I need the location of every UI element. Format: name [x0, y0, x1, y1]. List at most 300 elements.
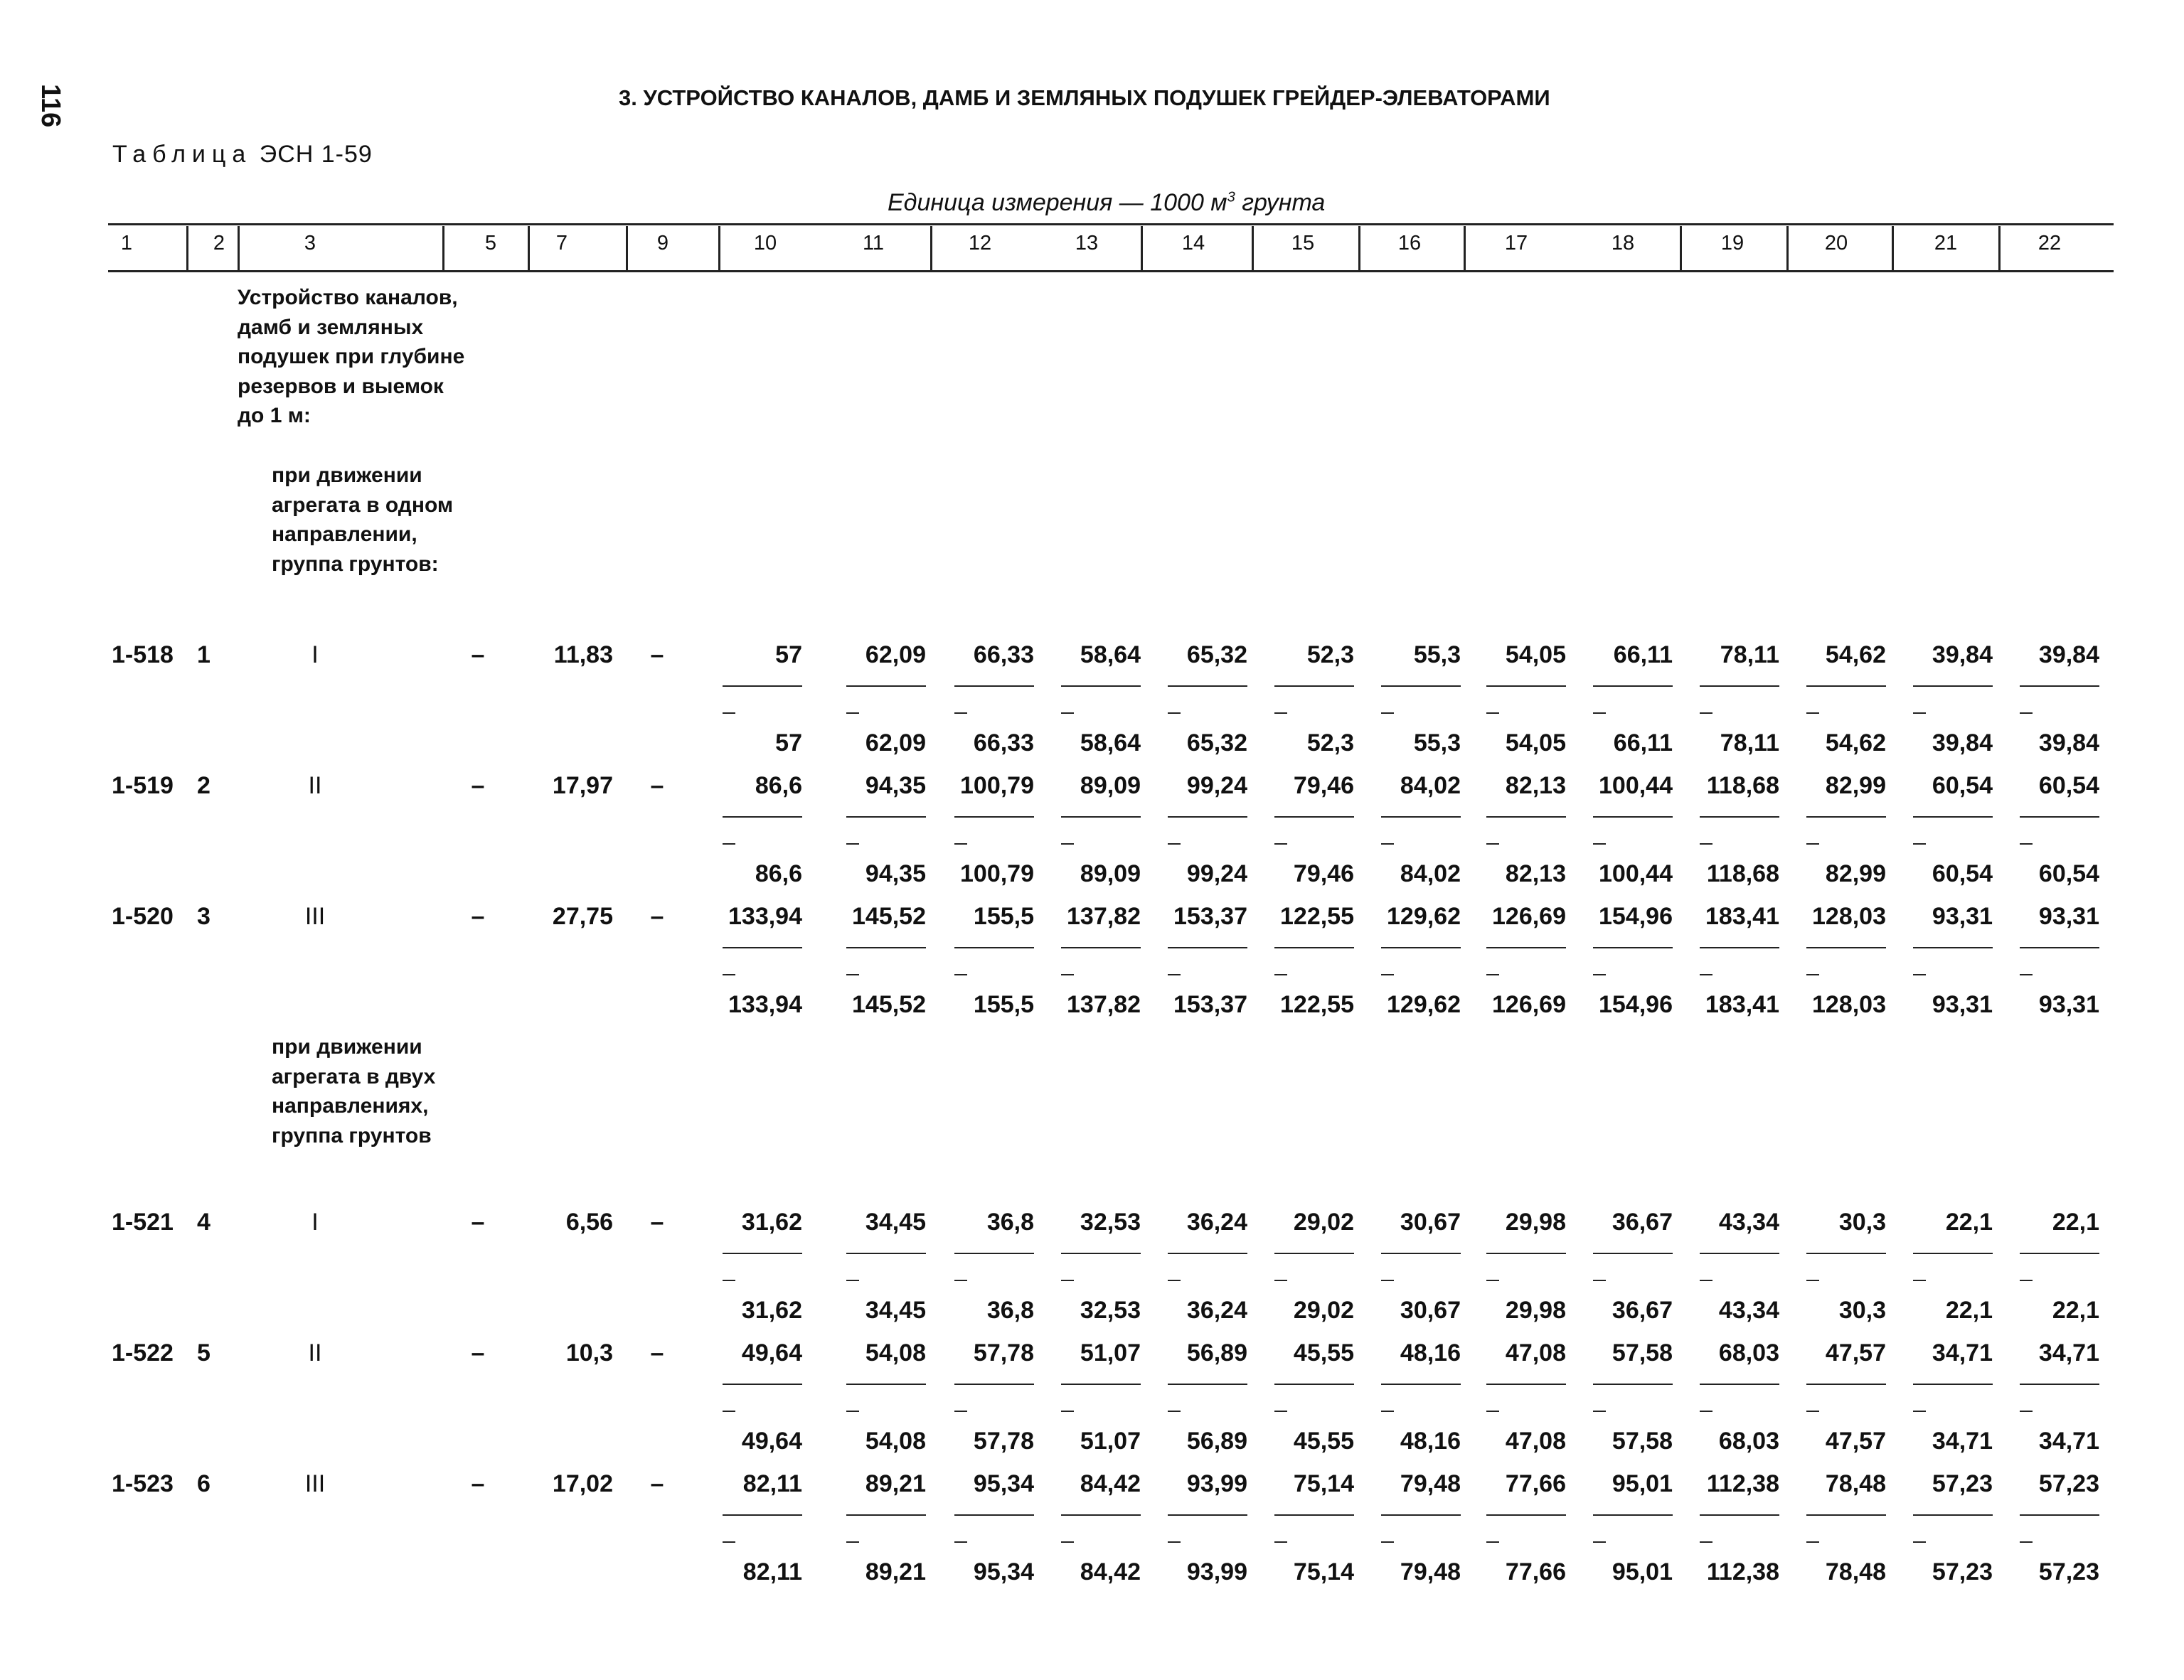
- fraction-dash: [1806, 712, 1819, 714]
- row-value-denominator: 34,71: [2038, 1428, 2099, 1455]
- row-value-numerator: 32,53: [1080, 1209, 1141, 1236]
- row-value-numerator: 82,11: [742, 1470, 802, 1497]
- fraction-bar: [1913, 816, 1993, 818]
- fraction-dash: [1913, 1280, 1926, 1281]
- row-col5-value: –: [471, 772, 485, 799]
- row-soil-group: I: [311, 1209, 319, 1236]
- row-value-denominator: 94,35: [865, 860, 926, 887]
- row-value-denominator: 36,8: [986, 1297, 1034, 1324]
- fraction-dash: [1593, 1541, 1606, 1543]
- row-col9-value: –: [650, 903, 664, 930]
- row-value-denominator: 112,38: [1706, 1558, 1779, 1585]
- row-col9-value: –: [650, 641, 664, 668]
- fraction-bar: [2020, 685, 2099, 687]
- fraction-bar: [954, 1253, 1034, 1254]
- fraction-dash: [846, 712, 859, 714]
- fraction-dash: [1274, 843, 1287, 845]
- fraction-bar: [723, 816, 802, 818]
- fraction-bar: [1168, 947, 1247, 948]
- row-value-numerator: 57: [775, 641, 802, 668]
- fraction-dash: [2020, 1411, 2033, 1412]
- row-value-numerator: 29,02: [1293, 1209, 1354, 1236]
- row-value-denominator: 22,1: [1945, 1297, 1993, 1324]
- row-value-numerator: 89,09: [1080, 772, 1141, 799]
- fraction-dash: [1168, 1411, 1181, 1412]
- row-value-numerator: 82,13: [1505, 772, 1566, 799]
- row-col9-value: –: [650, 1339, 664, 1366]
- header-column-divider: [186, 226, 188, 270]
- row-value-numerator: 100,79: [960, 772, 1034, 799]
- fraction-dash: [1486, 1280, 1499, 1281]
- row-value-numerator: 22,1: [2052, 1209, 2099, 1236]
- fraction-bar: [954, 685, 1034, 687]
- row-col7-value: 17,97: [552, 772, 613, 799]
- row-code: 1-519: [112, 772, 174, 799]
- fraction-dash: [1593, 843, 1606, 845]
- row-value-numerator: 122,55: [1280, 903, 1354, 930]
- row-value-numerator: 93,31: [2038, 903, 2099, 930]
- row-value-denominator: 43,34: [1718, 1297, 1779, 1324]
- fraction-bar: [1486, 1514, 1566, 1516]
- row-value-denominator: 84,02: [1400, 860, 1461, 887]
- row-col5-value: –: [471, 903, 485, 930]
- row-value-numerator: 66,33: [973, 641, 1034, 668]
- fraction-bar: [1806, 1253, 1886, 1254]
- row-code: 1-520: [112, 903, 174, 930]
- row-value-denominator: 84,42: [1080, 1558, 1141, 1585]
- fraction-dash: [1593, 974, 1606, 975]
- row-value-denominator: 93,99: [1186, 1558, 1247, 1585]
- row-value-denominator: 153,37: [1173, 991, 1247, 1018]
- row-value-denominator: 183,41: [1705, 991, 1779, 1018]
- fraction-dash: [1593, 712, 1606, 714]
- row-value-numerator: 55,3: [1413, 641, 1461, 668]
- fraction-bar: [846, 1384, 926, 1385]
- row-code: 1-522: [112, 1339, 174, 1366]
- row-value-numerator: 78,11: [1720, 641, 1779, 668]
- row-value-numerator: 57,23: [2038, 1470, 2099, 1497]
- row-value-denominator: 32,53: [1080, 1297, 1141, 1324]
- row-value-denominator: 78,11: [1720, 729, 1779, 756]
- row-value-numerator: 155,5: [973, 903, 1034, 930]
- fraction-bar: [1274, 1253, 1354, 1254]
- fraction-bar: [846, 947, 926, 948]
- row-col5-value: –: [471, 1209, 485, 1236]
- fraction-bar: [1486, 1253, 1566, 1254]
- row-value-denominator: 122,55: [1280, 991, 1354, 1018]
- fraction-bar: [1700, 1384, 1779, 1385]
- row-value-numerator: 99,24: [1186, 772, 1247, 799]
- fraction-bar: [1274, 1384, 1354, 1385]
- fraction-dash: [2020, 974, 2033, 975]
- row-value-numerator: 30,3: [1838, 1209, 1886, 1236]
- column-header-5: 5: [484, 232, 497, 255]
- fraction-dash: [1593, 1411, 1606, 1412]
- row-value-numerator: 84,02: [1400, 772, 1461, 799]
- fraction-bar: [1593, 1384, 1673, 1385]
- fraction-bar: [1061, 816, 1141, 818]
- fraction-bar: [846, 1253, 926, 1254]
- fraction-bar: [1486, 816, 1566, 818]
- unit-note: [888, 189, 1325, 217]
- row-value-denominator: 57: [775, 729, 802, 756]
- row-value-numerator: 137,82: [1067, 903, 1141, 930]
- row-value-numerator: 79,48: [1400, 1470, 1461, 1497]
- fraction-bar: [1806, 1514, 1886, 1516]
- column-header-16: 16: [1397, 232, 1422, 255]
- row-value-numerator: 62,09: [865, 641, 926, 668]
- column-header-1: 1: [120, 232, 133, 255]
- fraction-dash: [954, 1280, 967, 1281]
- fraction-dash: [723, 1411, 735, 1412]
- fraction-dash: [1061, 712, 1074, 714]
- header-column-divider: [1252, 226, 1254, 270]
- header-column-divider: [718, 226, 720, 270]
- header-bottom-rule: [108, 270, 2114, 272]
- fraction-dash: [2020, 712, 2033, 714]
- row-value-numerator: 93,31: [1932, 903, 1993, 930]
- row-value-numerator: 22,1: [1945, 1209, 1993, 1236]
- header-column-divider: [930, 226, 932, 270]
- fraction-dash: [1168, 712, 1181, 714]
- row-value-numerator: 128,03: [1812, 903, 1886, 930]
- row-value-denominator: 22,1: [2052, 1297, 2099, 1324]
- unit-note-sup: 3: [1227, 189, 1235, 205]
- row-soil-group: II: [308, 1339, 322, 1366]
- fraction-dash: [723, 974, 735, 975]
- fraction-bar: [1381, 816, 1461, 818]
- section-description: Устройство каналов, дамб и земляных подушек при глубине резервов и выемок до 1 м:: [238, 286, 465, 427]
- unit-note-tail: грунта: [1235, 189, 1326, 216]
- fraction-dash: [723, 1280, 735, 1281]
- fraction-dash: [846, 843, 859, 845]
- fraction-bar: [1593, 816, 1673, 818]
- fraction-dash: [1700, 1541, 1712, 1543]
- fraction-dash: [1700, 974, 1712, 975]
- column-header-9: 9: [656, 232, 669, 255]
- row-col7-value: 10,3: [565, 1339, 613, 1366]
- row-value-denominator: 60,54: [2038, 860, 2099, 887]
- row-soil-group: III: [304, 903, 326, 930]
- row-value-numerator: 29,98: [1505, 1209, 1566, 1236]
- row-value-numerator: 57,78: [973, 1339, 1034, 1366]
- row-soil-group: II: [308, 772, 322, 799]
- row-col5-value: –: [471, 1470, 485, 1497]
- row-value-denominator: 36,67: [1612, 1297, 1673, 1324]
- fraction-dash: [1486, 1541, 1499, 1543]
- header-column-divider: [1786, 226, 1789, 270]
- row-value-denominator: 137,82: [1067, 991, 1141, 1018]
- fraction-bar: [2020, 1253, 2099, 1254]
- fraction-dash: [1806, 1411, 1819, 1412]
- fraction-dash: [954, 1411, 967, 1412]
- row-value-denominator: 78,48: [1825, 1558, 1886, 1585]
- row-value-denominator: 57,23: [2038, 1558, 2099, 1585]
- fraction-dash: [1168, 974, 1181, 975]
- row-value-numerator: 30,67: [1400, 1209, 1461, 1236]
- fraction-bar: [1168, 1384, 1247, 1385]
- column-header-14: 14: [1181, 232, 1205, 255]
- fraction-dash: [1061, 1280, 1074, 1281]
- fraction-bar: [1593, 947, 1673, 948]
- row-value-denominator: 52,3: [1306, 729, 1354, 756]
- fraction-bar: [1061, 947, 1141, 948]
- fraction-bar: [1168, 1253, 1247, 1254]
- fraction-bar: [2020, 1514, 2099, 1516]
- row-value-numerator: 100,44: [1599, 772, 1673, 799]
- fraction-dash: [1381, 974, 1394, 975]
- fraction-dash: [846, 974, 859, 975]
- fraction-dash: [2020, 843, 2033, 845]
- row-col7-value: 17,02: [552, 1470, 613, 1497]
- row-col9-value: –: [650, 1470, 664, 1497]
- row-value-denominator: 57,23: [1932, 1558, 1993, 1585]
- row-value-denominator: 155,5: [973, 991, 1034, 1018]
- fraction-dash: [1168, 843, 1181, 845]
- row-value-numerator: 93,99: [1186, 1470, 1247, 1497]
- row-value-numerator: 79,46: [1293, 772, 1354, 799]
- row-value-denominator: 57,78: [973, 1428, 1034, 1455]
- fraction-bar: [1700, 1514, 1779, 1516]
- fraction-dash: [954, 712, 967, 714]
- fraction-bar: [1806, 685, 1886, 687]
- row-value-denominator: 133,94: [728, 991, 802, 1018]
- header-top-rule: [108, 223, 2114, 225]
- fraction-dash: [846, 1541, 859, 1543]
- row-col7-value: 11,83: [553, 641, 613, 668]
- fraction-dash: [1700, 843, 1712, 845]
- row-value-denominator: 58,64: [1080, 729, 1141, 756]
- fraction-bar: [1381, 685, 1461, 687]
- row-value-numerator: 66,11: [1613, 641, 1673, 668]
- fraction-dash: [1806, 843, 1819, 845]
- fraction-dash: [1913, 843, 1926, 845]
- fraction-bar: [954, 947, 1034, 948]
- fraction-bar: [1168, 816, 1247, 818]
- column-header-11: 11: [862, 232, 885, 255]
- row-value-denominator: 56,89: [1186, 1428, 1247, 1455]
- fraction-bar: [2020, 816, 2099, 818]
- row-value-numerator: 47,08: [1505, 1339, 1566, 1366]
- row-value-denominator: 93,31: [1932, 991, 1993, 1018]
- row-value-denominator: 68,03: [1718, 1428, 1779, 1455]
- fraction-bar: [1593, 685, 1673, 687]
- fraction-bar: [1486, 1384, 1566, 1385]
- fraction-dash: [1061, 1411, 1074, 1412]
- row-value-numerator: 54,05: [1505, 641, 1566, 668]
- fraction-dash: [1274, 712, 1287, 714]
- fraction-dash: [1486, 712, 1499, 714]
- fraction-dash: [1381, 1541, 1394, 1543]
- row-value-denominator: 55,3: [1413, 729, 1461, 756]
- row-value-numerator: 34,71: [2038, 1339, 2099, 1366]
- row-value-numerator: 51,07: [1080, 1339, 1141, 1366]
- row-value-denominator: 30,67: [1400, 1297, 1461, 1324]
- fraction-dash: [954, 974, 967, 975]
- row-value-denominator: 66,11: [1613, 729, 1673, 756]
- row-value-denominator: 129,62: [1387, 991, 1461, 1018]
- column-header-3: 3: [304, 232, 316, 255]
- row-value-numerator: 126,69: [1492, 903, 1566, 930]
- table-label-word: Таблица: [112, 141, 252, 168]
- row-value-numerator: 82,99: [1825, 772, 1886, 799]
- row-value-numerator: 60,54: [1932, 772, 1993, 799]
- column-header-17: 17: [1504, 232, 1528, 255]
- row-col7-value: 27,75: [552, 903, 613, 930]
- column-header-19: 19: [1720, 232, 1744, 255]
- row-value-denominator: 100,44: [1599, 860, 1673, 887]
- fraction-dash: [1486, 974, 1499, 975]
- row-code: 1-521: [112, 1209, 174, 1236]
- row-value-denominator: 54,05: [1505, 729, 1566, 756]
- fraction-bar: [1913, 1384, 1993, 1385]
- row-value-denominator: 82,11: [742, 1558, 802, 1585]
- fraction-bar: [1593, 1514, 1673, 1516]
- fraction-bar: [1274, 947, 1354, 948]
- fraction-bar: [1700, 1253, 1779, 1254]
- fraction-dash: [1913, 1411, 1926, 1412]
- fraction-bar: [1168, 685, 1247, 687]
- row-value-numerator: 57,58: [1612, 1339, 1673, 1366]
- column-header-12: 12: [968, 232, 992, 255]
- row-value-numerator: 34,45: [865, 1209, 926, 1236]
- fraction-dash: [1274, 1411, 1287, 1412]
- row-value-numerator: 31,62: [741, 1209, 802, 1236]
- row-value-denominator: 100,79: [960, 860, 1034, 887]
- fraction-dash: [1700, 712, 1712, 714]
- row-value-numerator: 94,35: [865, 772, 926, 799]
- fraction-dash: [1381, 1411, 1394, 1412]
- fraction-bar: [1274, 816, 1354, 818]
- fraction-dash: [1593, 1280, 1606, 1281]
- row-value-numerator: 54,62: [1825, 641, 1886, 668]
- fraction-bar: [954, 1384, 1034, 1385]
- row-value-numerator: 68,03: [1718, 1339, 1779, 1366]
- row-value-numerator: 43,34: [1718, 1209, 1779, 1236]
- row-col9-value: –: [650, 772, 664, 799]
- fraction-dash: [1913, 1541, 1926, 1543]
- row-col5-value: –: [471, 1339, 485, 1366]
- table-label-code: ЭСН 1-59: [259, 141, 373, 168]
- subsection-one-direction: при движении агрегата в одном направлении, группа грунтов:: [272, 464, 454, 576]
- row-value-denominator: 86,6: [755, 860, 802, 887]
- row-value-numerator: 47,57: [1825, 1339, 1886, 1366]
- row-value-denominator: 54,62: [1825, 729, 1886, 756]
- row-soil-group: I: [311, 641, 319, 668]
- fraction-dash: [2020, 1280, 2033, 1281]
- fraction-bar: [1381, 1384, 1461, 1385]
- column-header-7: 7: [555, 232, 568, 255]
- fraction-dash: [1486, 843, 1499, 845]
- fraction-dash: [1274, 1541, 1287, 1543]
- fraction-bar: [1168, 1514, 1247, 1516]
- row-value-denominator: 29,02: [1293, 1297, 1354, 1324]
- fraction-bar: [1806, 947, 1886, 948]
- section-heading: 3. УСТРОЙСТВО КАНАЛОВ, ДАМБ И ЗЕМЛЯНЫХ ПОДУШЕК ГРЕЙДЕР-ЭЛЕВАТОРАМИ: [619, 85, 1550, 110]
- row-value-numerator: 36,24: [1186, 1209, 1247, 1236]
- row-value-numerator: 129,62: [1387, 903, 1461, 930]
- row-number: 2: [197, 772, 211, 799]
- row-number: 6: [197, 1470, 211, 1497]
- fraction-dash: [1274, 974, 1287, 975]
- fraction-bar: [1913, 947, 1993, 948]
- fraction-bar: [1381, 1514, 1461, 1516]
- row-col9-value: –: [650, 1209, 664, 1236]
- fraction-dash: [1381, 843, 1394, 845]
- fraction-dash: [1381, 1280, 1394, 1281]
- fraction-bar: [1700, 816, 1779, 818]
- row-value-numerator: 57,23: [1932, 1470, 1993, 1497]
- fraction-bar: [723, 947, 802, 948]
- subsection-two-directions: при движении агрегата в двух направлениях, группа грунтов: [272, 1035, 436, 1147]
- row-value-denominator: 89,09: [1080, 860, 1141, 887]
- fraction-dash: [1806, 974, 1819, 975]
- row-value-numerator: 145,52: [852, 903, 926, 930]
- row-value-numerator: 77,66: [1505, 1470, 1566, 1497]
- header-column-divider: [1464, 226, 1466, 270]
- row-value-denominator: 36,24: [1186, 1297, 1247, 1324]
- fraction-dash: [1486, 1411, 1499, 1412]
- row-value-denominator: 82,13: [1505, 860, 1566, 887]
- row-value-numerator: 183,41: [1705, 903, 1779, 930]
- row-value-denominator: 79,48: [1400, 1558, 1461, 1585]
- fraction-bar: [1486, 947, 1566, 948]
- fraction-bar: [2020, 1384, 2099, 1385]
- row-value-numerator: 118,68: [1706, 772, 1779, 799]
- fraction-bar: [1381, 1253, 1461, 1254]
- fraction-dash: [954, 843, 967, 845]
- row-value-denominator: 126,69: [1492, 991, 1566, 1018]
- fraction-dash: [1700, 1411, 1712, 1412]
- unit-note-text: Единица измерения — 1000 м: [888, 189, 1227, 216]
- header-column-divider: [626, 226, 628, 270]
- row-value-denominator: 93,31: [2038, 991, 2099, 1018]
- fraction-bar: [723, 1514, 802, 1516]
- header-column-divider: [442, 226, 444, 270]
- fraction-bar: [1061, 1384, 1141, 1385]
- row-value-numerator: 154,96: [1599, 903, 1673, 930]
- row-value-denominator: 89,21: [865, 1558, 926, 1585]
- fraction-bar: [1913, 685, 1993, 687]
- row-value-denominator: 95,01: [1612, 1558, 1673, 1585]
- row-value-numerator: 34,71: [1932, 1339, 1993, 1366]
- row-value-numerator: 133,94: [728, 903, 802, 930]
- row-value-denominator: 57,58: [1612, 1428, 1673, 1455]
- fraction-bar: [723, 1384, 802, 1385]
- fraction-bar: [846, 685, 926, 687]
- row-value-denominator: 154,96: [1599, 991, 1673, 1018]
- fraction-bar: [1593, 1253, 1673, 1254]
- row-value-numerator: 52,3: [1306, 641, 1354, 668]
- column-header-22: 22: [2037, 232, 2062, 255]
- fraction-dash: [846, 1411, 859, 1412]
- fraction-bar: [1486, 685, 1566, 687]
- row-value-denominator: 60,54: [1932, 860, 1993, 887]
- row-value-numerator: 36,67: [1612, 1209, 1673, 1236]
- row-value-numerator: 153,37: [1173, 903, 1247, 930]
- row-value-numerator: 95,34: [973, 1470, 1034, 1497]
- row-value-numerator: 112,38: [1706, 1470, 1779, 1497]
- row-value-numerator: 56,89: [1186, 1339, 1247, 1366]
- fraction-dash: [1061, 1541, 1074, 1543]
- fraction-bar: [1274, 685, 1354, 687]
- row-value-denominator: 65,32: [1186, 729, 1247, 756]
- fraction-dash: [723, 712, 735, 714]
- column-header-15: 15: [1291, 232, 1315, 255]
- fraction-dash: [846, 1280, 859, 1281]
- row-value-denominator: 79,46: [1293, 860, 1354, 887]
- row-value-denominator: 48,16: [1400, 1428, 1461, 1455]
